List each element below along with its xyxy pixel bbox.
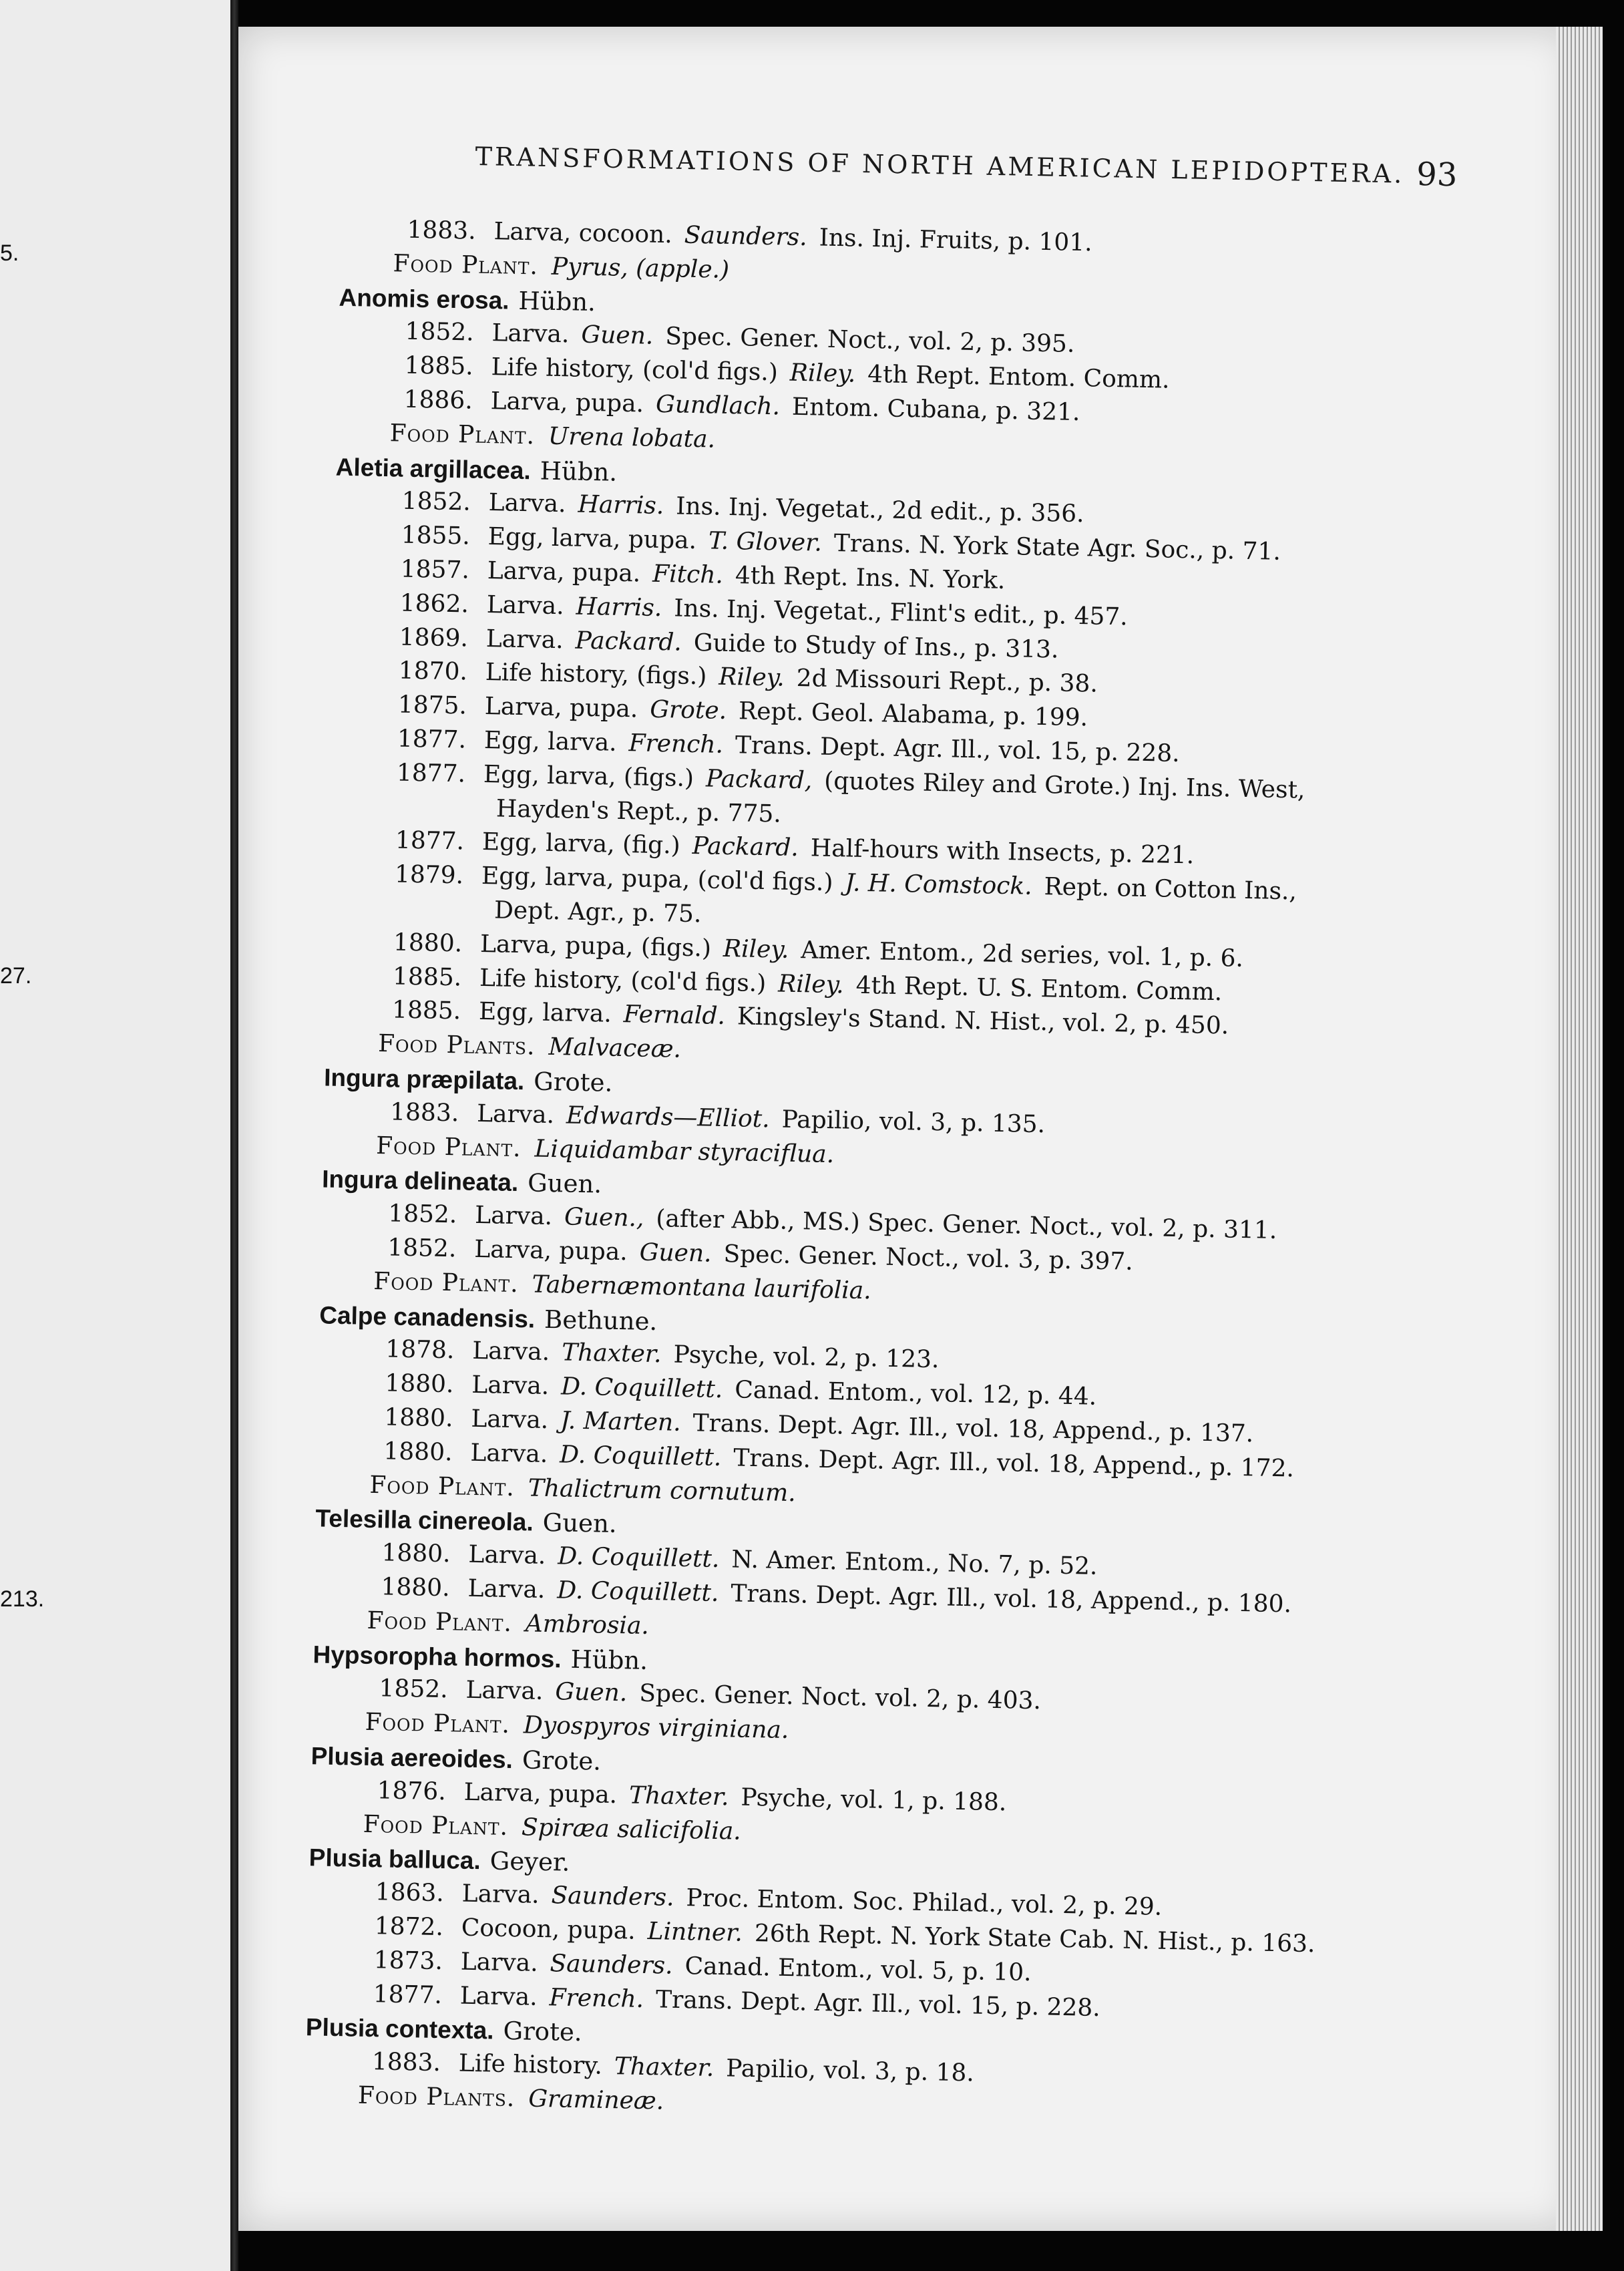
facing-page — [0, 0, 230, 2271]
margin-number: 5. — [0, 240, 19, 266]
entry-author: French. — [628, 729, 724, 759]
entry-stage: Egg, larva. — [483, 727, 617, 757]
entry-reference: Kingsley's Stand. N. Hist., vol. 2, p. 450. — [737, 1003, 1229, 1040]
running-head: TRANSFORMATIONS OF NORTH AMERICAN LEPIDOPTERA. — [475, 142, 1405, 189]
entry-stage: Larva, pupa, (figs.) — [479, 930, 712, 963]
entry-year: 1872. — [374, 1912, 444, 1942]
entry-reference: Spec. Gener. Noct., vol. 3, p. 397. — [723, 1240, 1134, 1276]
entry-author: Riley. — [723, 934, 789, 964]
entry-stage: Egg, larva, pupa, (col'd figs.) — [481, 862, 833, 897]
entry-year: 1880. — [381, 1539, 451, 1568]
entry-reference: (quotes Riley and Grote.) Inj. Ins. West, — [823, 767, 1305, 804]
entry-stage: Egg, larva, pupa. — [487, 523, 697, 555]
entry-reference: Canad. Entom., vol. 5, p. 10. — [684, 1952, 1032, 1987]
entry-year: 1877. — [397, 725, 467, 754]
entry-reference: N. Amer. Entom., No. 7, p. 52. — [731, 1546, 1098, 1580]
entry-year: 1873. — [373, 1946, 443, 1976]
entry-author: Saunders. — [684, 221, 808, 252]
entry-reference: 4th Rept. Ins. N. York. — [735, 562, 1006, 594]
entry-author: Riley. — [777, 970, 845, 999]
entry-stage: Life history. — [458, 2049, 603, 2080]
entry-year: 1855. — [401, 521, 471, 550]
entry-reference: Rept. on Cotton Ins., — [1044, 873, 1297, 906]
food-plant-label: Food Plants. — [357, 2081, 516, 2113]
page-edges — [1556, 27, 1603, 2231]
entry-reference: Half-hours with Insects, p. 221. — [810, 834, 1195, 870]
entry-reference: Guide to Study of Ins., p. 313. — [693, 629, 1059, 664]
entry-year: 1877. — [396, 759, 466, 788]
entry-author: Guen., — [564, 1203, 644, 1232]
food-plant-label: Food Plant. — [369, 1471, 516, 1502]
entry-stage: Larva. — [474, 1201, 553, 1231]
food-plant-label: Food Plant. — [367, 1606, 513, 1638]
food-plant-line — [358, 2082, 664, 2115]
entry-reference: Ins. Inj. Vegetat., 2d edit., p. 356. — [675, 492, 1084, 528]
food-plant-label: Food Plant. — [363, 1810, 509, 1841]
entry-author: Thaxter. — [561, 1339, 662, 1369]
entry-author: Grote. — [649, 695, 727, 725]
entry-reference: Trans. Dept. Agr. Ill., vol. 15, p. 228. — [655, 1986, 1101, 2023]
entry-author: Edwards—Elliot. — [566, 1101, 771, 1133]
entry-stage: Larva. — [485, 625, 564, 655]
entry-reference: 2d Missouri Rept., p. 38. — [796, 664, 1098, 698]
entry-year: 1857. — [400, 555, 470, 584]
margin-number: 27. — [0, 963, 32, 989]
food-plant-name: Thalictrum cornutum. — [528, 1474, 797, 1508]
entry-reference: 26th Rept. N. York State Cab. N. Hist., p. 163. — [754, 1920, 1315, 1958]
entry-year: 1883. — [389, 1098, 459, 1127]
entry-reference: Papilio, vol. 3, p. 135. — [781, 1105, 1046, 1139]
species-heading — [305, 2013, 582, 2047]
entry-reference: Trans. Dept. Agr. Ill., vol. 18, Append., p. 180. — [731, 1580, 1292, 1618]
entry-reference: Ins. Inj. Fruits, p. 101. — [819, 224, 1093, 257]
entry-continuation: Hayden's Rept., p. 775. — [495, 795, 782, 828]
entry-year: 1880. — [381, 1573, 450, 1602]
entry-author: Guen. — [555, 1678, 628, 1707]
entry-stage: Life history, (figs.) — [485, 659, 707, 691]
entry-year: 1863. — [375, 1878, 445, 1908]
entry-reference: Canad. Entom., vol. 12, p. 44. — [734, 1376, 1097, 1411]
entry-stage: Larva, pupa. — [490, 387, 644, 418]
species-heading — [315, 1504, 617, 1538]
food-plant-name: Spiræa salicifolia. — [521, 1813, 742, 1846]
page-number: 93 — [1416, 156, 1458, 194]
food-plant-label: Food Plant. — [389, 419, 536, 450]
entry-author: Thaxter. — [614, 2053, 715, 2082]
species-name: Ingura delineata. — [321, 1165, 519, 1197]
species-name: Plusia balluca. — [309, 1844, 481, 1875]
species-heading — [311, 1741, 601, 1775]
entry-year: 1870. — [398, 657, 468, 686]
food-plant-name: Liquidambar styraciflua. — [534, 1135, 835, 1169]
species-heading — [322, 1164, 602, 1198]
food-plant-name: Gramineæ. — [528, 2085, 664, 2115]
entry-reference: Amer. Entom., 2d series, vol. 1, p. 6. — [800, 936, 1244, 973]
entry-author: Saunders. — [551, 1882, 674, 1912]
entry-year: 1883. — [371, 2048, 441, 2077]
entry-stage: Larva, pupa. — [484, 693, 638, 723]
entry-stage: Larva. — [470, 1439, 548, 1469]
species-author: Hübn. — [518, 286, 596, 317]
entry-author: French. — [549, 1984, 644, 2013]
entry-stage: Larva. — [460, 1948, 539, 1977]
entry-author: J. H. Comstock. — [845, 869, 1033, 900]
food-plant-label: Food Plant. — [393, 250, 539, 281]
entry-author: J. Marten. — [560, 1407, 682, 1437]
entry-author: Riley. — [789, 359, 856, 388]
entry-stage: Larva. — [471, 1337, 550, 1367]
entry-year: 1885. — [404, 351, 474, 381]
entry-stage: Larva, pupa. — [487, 557, 641, 588]
entry-stage: Larva. — [461, 1880, 540, 1909]
entry-author: Saunders. — [550, 1950, 673, 1980]
species-heading — [335, 453, 617, 487]
food-plant-line — [367, 1607, 649, 1640]
species-author: Guen. — [527, 1168, 602, 1199]
entry-reference: Papilio, vol. 3, p. 18. — [725, 2055, 975, 2087]
food-plant-line — [378, 1030, 682, 1063]
food-plant-name: Ambrosia. — [525, 1610, 650, 1640]
entry-stage: Larva. — [476, 1099, 555, 1129]
entry-stage: Larva. — [471, 1371, 550, 1401]
entry-year: 1880. — [385, 1369, 454, 1399]
entry-stage: Life history, (col'd figs.) — [479, 964, 767, 998]
entry-stage: Larva. — [468, 1540, 546, 1570]
species-name: Telesilla cinereola. — [315, 1504, 534, 1536]
species-author: Grote. — [522, 1745, 602, 1776]
entry-author: Harris. — [578, 490, 664, 520]
entry-author: Riley. — [718, 663, 785, 692]
entry-reference: 4th Rept. U. S. Entom. Comm. — [855, 971, 1223, 1007]
species-heading — [324, 1063, 613, 1097]
entry-reference: Proc. Entom. Soc. Philad., vol. 2, p. 29. — [686, 1884, 1163, 1921]
species-author: Bethune. — [544, 1304, 658, 1337]
species-author: Geyer. — [489, 1846, 570, 1877]
entry-author: T. Glover. — [708, 527, 823, 557]
entry-author: D. Coquillett. — [556, 1576, 719, 1607]
entry-stage: Larva, pupa. — [463, 1778, 618, 1809]
entry-year: 1885. — [392, 963, 462, 992]
entry-year: 1852. — [387, 1200, 457, 1229]
entry-author: Fitch. — [652, 560, 724, 589]
entry-reference: Trans. Dept. Agr. Ill., vol. 15, p. 228. — [735, 731, 1181, 767]
entry-reference: Ins. Inj. Vegetat., Flint's edit., p. 457. — [673, 594, 1129, 631]
species-author: Guen. — [542, 1508, 618, 1539]
entry-year: 1880. — [383, 1437, 453, 1467]
entry-reference: Entom. Cubana, p. 321. — [791, 393, 1080, 427]
species-author: Grote. — [503, 2016, 582, 2047]
species-name: Aletia argillacea. — [335, 453, 532, 485]
entry-year: 1875. — [397, 691, 467, 720]
entry-year: 1862. — [399, 589, 469, 619]
entry-year: 1852. — [401, 487, 471, 516]
entry-author: Harris. — [576, 592, 662, 623]
entry-stage: Life history, (col'd figs.) — [491, 353, 779, 387]
entry-year: 1852. — [405, 317, 475, 347]
food-plant-name: Tabernæmontana laurifolia. — [532, 1270, 872, 1305]
species-author: Grote. — [533, 1067, 613, 1097]
food-plant-name: Malvaceæ. — [548, 1033, 682, 1063]
species-name: Anomis erosa. — [339, 283, 510, 315]
entry-author: Packard. — [692, 832, 799, 862]
entry-year: 1880. — [393, 928, 463, 958]
entry-stage: Larva. — [467, 1574, 546, 1604]
species-name: Ingura præpilata. — [323, 1063, 525, 1095]
entry-author: D. Coquillett. — [557, 1542, 720, 1573]
entry-reference: Rept. Geol. Alabama, p. 199. — [738, 697, 1088, 732]
entry-author: Guen. — [639, 1238, 712, 1268]
entry-stage: Egg, larva, (figs.) — [483, 760, 694, 793]
species-heading — [309, 1843, 570, 1876]
entry-stage: Larva. — [465, 1676, 544, 1705]
entry-year: 1879. — [394, 860, 464, 890]
entry-author: Lintner. — [647, 1918, 743, 1947]
food-plant-label: Food Plant. — [365, 1708, 511, 1739]
species-name: Plusia aereoides. — [311, 1742, 514, 1774]
entry-stage: Larva. — [486, 591, 565, 621]
entry-author: Packard, — [705, 765, 813, 795]
entry-author: Gundlach. — [655, 390, 781, 421]
entry-author: Packard. — [575, 627, 682, 657]
entry-year: 1883. — [407, 216, 477, 245]
entry-author: Thaxter. — [628, 1781, 729, 1811]
food-plant-name: Pyrus, (apple.) — [551, 252, 730, 284]
entry-reference: Spec. Gener. Noct., vol. 2, p. 395. — [664, 323, 1075, 358]
entry-year: 1877. — [373, 1980, 443, 2010]
entry-stage: Larva. — [491, 319, 570, 349]
entry-stage: Larva. — [459, 1982, 538, 2011]
entry-author: Fernald. — [623, 1001, 726, 1031]
entry-reference: Trans. N. York State Agr. Soc., p. 71. — [833, 530, 1281, 566]
species-name: Calpe canadensis. — [319, 1301, 536, 1333]
species-author: Hübn. — [540, 456, 618, 487]
entry-author: Guen. — [581, 321, 654, 350]
food-plant-name: Dyospyros virginiana. — [523, 1711, 789, 1745]
entry-stage: Larva. — [488, 489, 566, 518]
entry-year: 1878. — [385, 1335, 455, 1365]
entry-stage: Larva. — [471, 1405, 549, 1435]
food-plant-name: Urena lobata. — [548, 422, 716, 454]
book-gutter — [230, 0, 238, 2271]
entry-year: 1877. — [395, 826, 465, 856]
entry-stage: Larva, cocoon. — [493, 218, 673, 249]
species-name: Hypsoropha hormos. — [313, 1640, 562, 1673]
species-author: Hübn. — [570, 1644, 648, 1675]
food-plant-label: Food Plant. — [375, 1132, 522, 1163]
entry-stage: Cocoon, pupa. — [461, 1914, 636, 1945]
entry-reference: Spec. Gener. Noct. vol. 2, p. 403. — [638, 1679, 1042, 1715]
entry-reference: Trans. Dept. Agr. Ill., vol. 18, Append., p. 137. — [692, 1409, 1254, 1448]
entry-year: 1852. — [387, 1234, 457, 1263]
food-plant-label: Food Plant. — [373, 1267, 520, 1298]
entry-reference: 4th Rept. Entom. Comm. — [867, 360, 1170, 394]
entry-stage: Egg, larva, (fig.) — [481, 828, 681, 860]
entry-stage: Larva, pupa. — [473, 1235, 628, 1266]
entry-continuation: Dept. Agr., p. 75. — [493, 896, 702, 928]
entry-reference: (after Abb., MS.) Spec. Gener. Noct., vol. 2, p. 311. — [655, 1205, 1277, 1244]
entry-reference: Psyche, vol. 2, p. 123. — [673, 1341, 940, 1374]
margin-number: 213. — [0, 1586, 45, 1612]
entry-author: D. Coquillett. — [560, 1373, 723, 1404]
entry-year: 1876. — [377, 1777, 447, 1806]
entry-reference: Trans. Dept. Agr. Ill., vol. 18, Append., p. 172. — [733, 1444, 1295, 1483]
entry-year: 1880. — [384, 1403, 453, 1433]
entry-year: 1852. — [379, 1675, 449, 1704]
entry-year: 1885. — [391, 996, 461, 1025]
entry-year: 1886. — [403, 385, 473, 415]
entry-author: D. Coquillett. — [559, 1441, 722, 1472]
entry-stage: Egg, larva. — [478, 997, 612, 1028]
species-name: Plusia contexta. — [305, 2013, 494, 2045]
species-heading — [339, 283, 596, 317]
entry-year: 1869. — [399, 623, 469, 653]
entry-reference: Psyche, vol. 1, p. 188. — [741, 1783, 1007, 1817]
food-plant-label: Food Plants. — [377, 1030, 536, 1061]
